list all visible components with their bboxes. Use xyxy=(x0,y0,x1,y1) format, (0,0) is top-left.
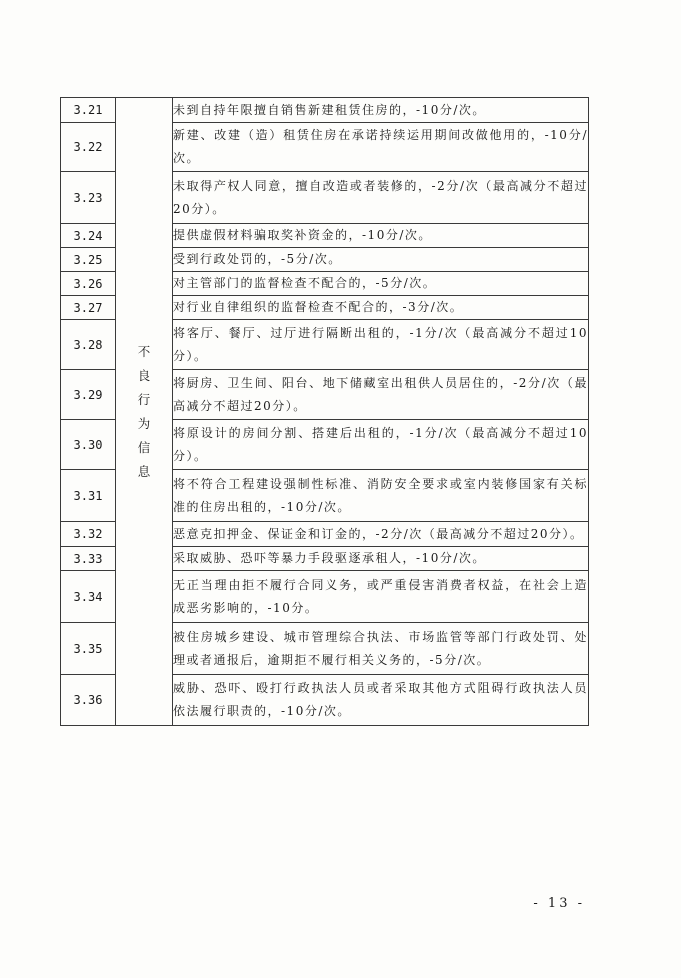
rule-text: 对行业自律组织的监督检查不配合的，-3分/次。 xyxy=(173,296,589,320)
rule-code: 3.29 xyxy=(61,370,116,420)
rule-text: 无正当理由拒不履行合同义务，或严重侵害消费者权益，在社会上造成恶劣影响的，-10分。 xyxy=(173,571,589,623)
penalty-table xyxy=(60,97,589,726)
rule-code: 3.33 xyxy=(61,547,116,571)
rule-text: 将客厅、餐厅、过厅进行隔断出租的，-1分/次（最高减分不超过10分）。 xyxy=(173,320,589,370)
rule-text: 采取威胁、恐吓等暴力手段驱逐承租人，-10分/次。 xyxy=(173,547,589,571)
rule-code: 3.26 xyxy=(61,272,116,296)
rule-text: 新建、改建（造）租赁住房在承诺持续运用期间改做他用的，-10分/次。 xyxy=(173,123,589,172)
table-row xyxy=(61,98,589,123)
rule-code: 3.25 xyxy=(61,248,116,272)
rule-code: 3.30 xyxy=(61,420,116,470)
rule-text: 将原设计的房间分割、搭建后出租的，-1分/次（最高减分不超过10分）。 xyxy=(173,420,589,470)
category-cell xyxy=(116,98,173,726)
page-number: - 13 - xyxy=(533,896,585,911)
rule-code: 3.21 xyxy=(61,98,116,123)
rule-code: 3.31 xyxy=(61,470,116,522)
rule-code: 3.24 xyxy=(61,224,116,248)
rule-code: 3.36 xyxy=(61,675,116,726)
rule-text: 被住房城乡建设、城市管理综合执法、市场监管等部门行政处罚、处理或者通报后，逾期拒不履行相关义务的，-5分/次。 xyxy=(173,623,589,675)
category-label: 不良行为信息 xyxy=(137,343,151,479)
rule-code: 3.28 xyxy=(61,320,116,370)
rule-text: 未到自持年限擅自销售新建租赁住房的，-10分/次。 xyxy=(173,98,589,123)
rule-text: 未取得产权人同意，擅自改造或者装修的，-2分/次（最高减分不超过20分）。 xyxy=(173,172,589,224)
rule-code: 3.27 xyxy=(61,296,116,320)
rule-text: 威胁、恐吓、殴打行政执法人员或者采取其他方式阻碍行政执法人员依法履行职责的，-10分/次。 xyxy=(173,675,589,726)
rule-code: 3.32 xyxy=(61,522,116,547)
rule-text: 将厨房、卫生间、阳台、地下储藏室出租供人员居住的，-2分/次（最高减分不超过20分）。 xyxy=(173,370,589,420)
rule-code: 3.22 xyxy=(61,123,116,172)
rule-text: 将不符合工程建设强制性标准、消防安全要求或室内装修国家有关标准的住房出租的，-10分/次。 xyxy=(173,470,589,522)
rule-code: 3.23 xyxy=(61,172,116,224)
rule-text: 提供虚假材料骗取奖补资金的，-10分/次。 xyxy=(173,224,589,248)
rule-text: 受到行政处罚的，-5分/次。 xyxy=(173,248,589,272)
rule-text: 恶意克扣押金、保证金和订金的，-2分/次（最高减分不超过20分）。 xyxy=(173,522,589,547)
rule-code: 3.35 xyxy=(61,623,116,675)
rule-code: 3.34 xyxy=(61,571,116,623)
rule-text: 对主管部门的监督检查不配合的，-5分/次。 xyxy=(173,272,589,296)
